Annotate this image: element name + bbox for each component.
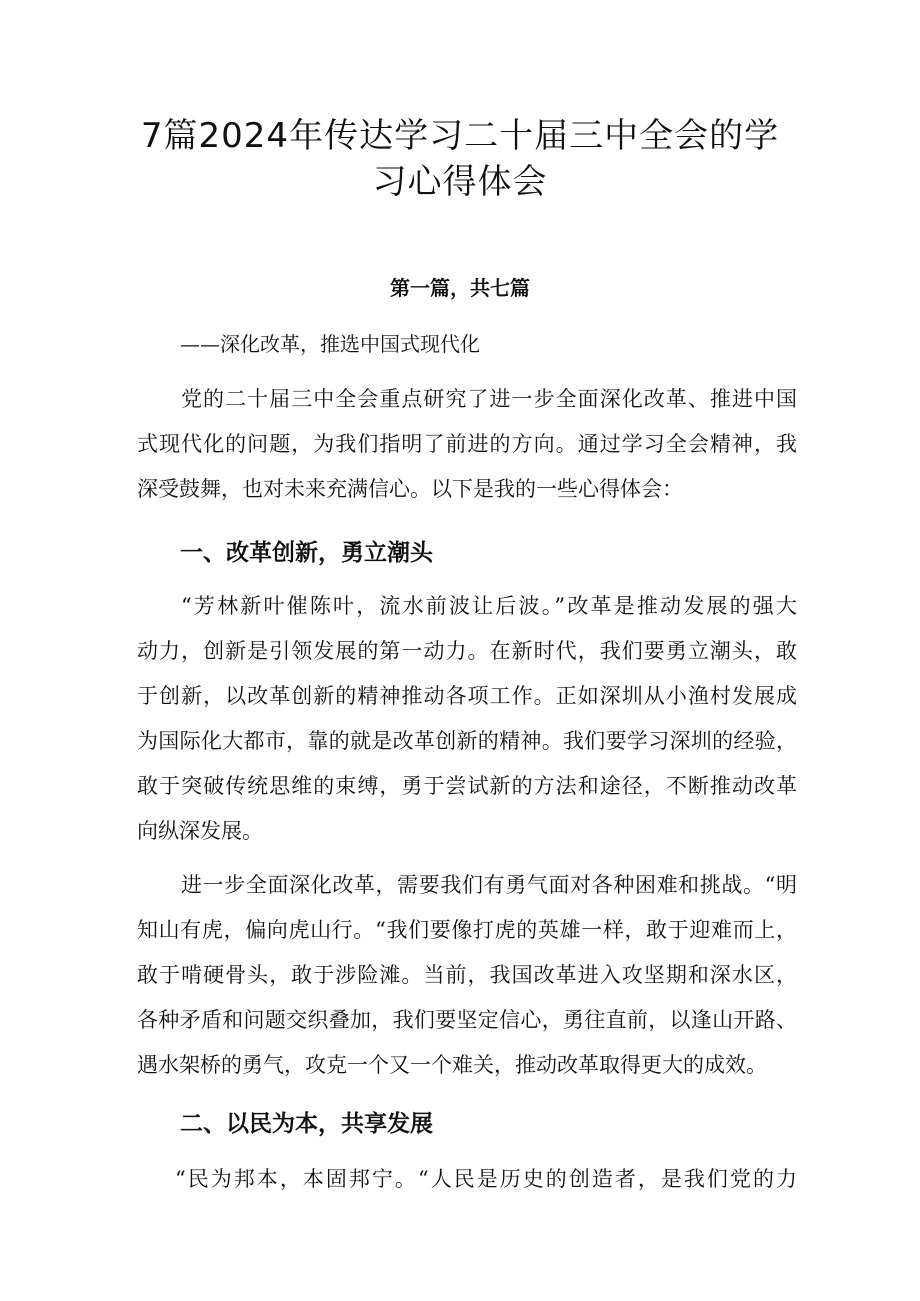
article-subtitle: ——深化改革，推选中国式现代化 bbox=[180, 332, 480, 356]
paragraph-line: 党的二十届三中全会重点研究了进一步全面深化改革、推进中国 bbox=[181, 387, 797, 411]
section-heading-1: 一、改革创新，勇立潮头 bbox=[180, 540, 433, 566]
paragraph-line: 遇水架桥的勇气，攻克一个又一个难关，推动改革取得更大的成效。 bbox=[137, 1053, 767, 1077]
paragraph-line: 敢于突破传统思维的束缚，勇于尝试新的方法和途径，不断推动改革 bbox=[137, 774, 797, 798]
paragraph-line: 于创新，以改革创新的精神推动各项工作。正如深圳从小渔村发展成 bbox=[137, 684, 797, 708]
paragraph-line: 各种矛盾和问题交织叠加，我们要坚定信心，勇往直前，以逢山开路、 bbox=[137, 1008, 797, 1032]
paragraph-reform-2 bbox=[137, 863, 797, 1088]
paragraph-line: “民为邦本，本固邦宁。“人民是历史的创造者，是我们党的力 bbox=[175, 1167, 797, 1191]
paragraph-reform-1 bbox=[137, 584, 797, 854]
paragraph-line: 进一步全面深化改革，需要我们有勇气面对各种困难和挑战。“明 bbox=[181, 873, 797, 897]
paragraph-line: 动力，创新是引领发展的第一动力。在新时代，我们要勇立潮头，敢 bbox=[137, 639, 797, 663]
document-title-line-1: 7篇2024年传达学习二十届三中全会的学 bbox=[140, 116, 780, 156]
paragraph-line: “芳林新叶催陈叶，流水前波让后波。”改革是推动发展的强大 bbox=[181, 594, 797, 618]
document-title-line-2: 习心得体会 bbox=[372, 162, 548, 202]
intro-paragraph bbox=[137, 377, 797, 512]
paragraph-line: 向纵深发展。 bbox=[137, 819, 263, 843]
section-label: 第一篇，共七篇 bbox=[390, 276, 530, 300]
paragraph-line: 知山有虎，偏向虎山行。“我们要像打虎的英雄一样，敢于迎难而上， bbox=[137, 918, 797, 942]
paragraph-people bbox=[137, 1157, 797, 1202]
paragraph-line: 式现代化的问题，为我们指明了前进的方向。通过学习全会精神，我 bbox=[137, 432, 797, 456]
section-heading-2: 二、以民为本，共享发展 bbox=[180, 1111, 433, 1137]
paragraph-line: 为国际化大都市，靠的就是改革创新的精神。我们要学习深圳的经验， bbox=[137, 729, 797, 753]
paragraph-line: 深受鼓舞，也对未来充满信心。以下是我的一些心得体会： bbox=[137, 477, 683, 501]
paragraph-line: 敢于啃硬骨头，敢于涉险滩。当前，我国改革进入攻坚期和深水区， bbox=[137, 963, 797, 987]
